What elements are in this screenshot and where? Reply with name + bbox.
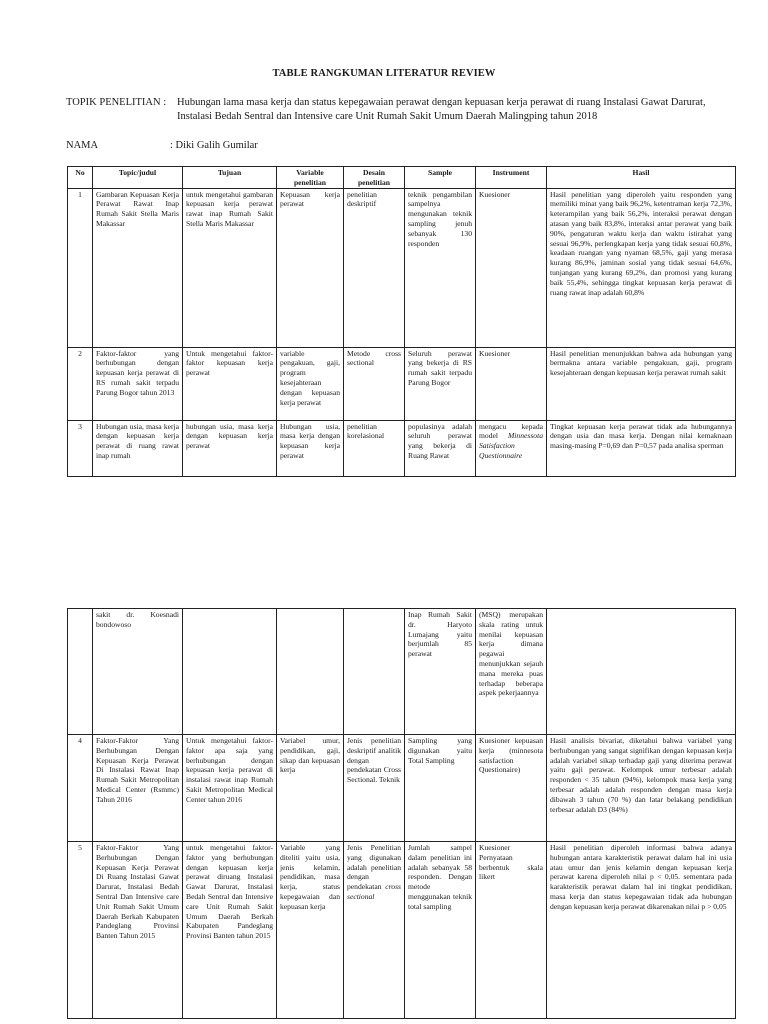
- topik-text: Hubungan lama masa kerja dan status kepegawaian perawat dengan kepuasan kerja perawat di ruang Instalasi Gawat Darurat, Instalasi Bedah Sentral dan Intensive care Unit Rumah Sakit Umum Daerah Malingping tahun 2018: [177, 97, 706, 122]
- row-variable: Variabel umur, pendidikan, gaji, sikap dan kepuasan kerja: [277, 735, 344, 842]
- header-hasil: Hasil: [547, 167, 736, 189]
- header-no: No: [68, 167, 93, 189]
- row-desain: penelitian deskriptif: [344, 188, 405, 347]
- row-topik: sakit dr. Koesnadi bondowoso: [93, 609, 183, 735]
- literature-table-page-1: [67, 166, 736, 477]
- row-no: [68, 609, 93, 735]
- table-row: [68, 420, 736, 476]
- table-row: [68, 842, 736, 1019]
- header-variable: Variable penelitian: [277, 167, 344, 189]
- desain-italic: cross sectional: [347, 882, 401, 901]
- row-no: 2: [68, 347, 93, 420]
- row-sample: Jumlah sampel dalam penelitian ini adalah sebanyak 58 responden. Dengan metode menggunakan teknik total sampling: [405, 842, 476, 1019]
- row-sample: teknik pengambilan sampelnya mengunakan teknik sampling jenuh sebanyak 130 responden: [405, 188, 476, 347]
- row-tujuan: untuk mengetahui faktor-faktor yang berhubungan dengan kepuasan kerja perawat diruang Instalasi Gawat Darurat, Instalasi Bedah Sentral dan Intensive care Unit Rumah Sakit Umum Daerah Berkah Kabupaten Pandeglang Provinsi Banten tahun 2015: [183, 842, 277, 1019]
- table-row: [68, 188, 736, 347]
- row-hasil: Hasil penelitian diperoleh informasi bahwa adanya hubungan antara karakteristik perawat dalam hal ini usia atau umur dan jenis kelamin dengan kepuasan kerja perawat karena diperoleh nilai p < 0,05. sementara pada karakteristik perawat dalam hal ini tingkat pendidikan, masa kerja dan status kepegawaian tidak ada hubungan dengan kepuasan kerja perawat dikarenakan nilai p > 0,05: [547, 842, 736, 1019]
- row-variable: Hubungan usia, masa kerja dengan kepuasan kerja perawat: [277, 420, 344, 476]
- row-sample: Sampling yang digunakan yaitu Total Sampling: [405, 735, 476, 842]
- header-topik: Topic/judul: [93, 167, 183, 189]
- row-topik: Faktor-Faktor Yang Berhubungan Dengan Kepuasan Kerja Perawat Di Ruang Instalasi Gawat Darurat, Instalasi Bedah Sentral Dan Intensive care Unit Rumah Sakit Umum Daerah Berkah Kabupaten Pandeglang Provinsi Banten Tahun 2015: [93, 842, 183, 1019]
- row-variable: [277, 609, 344, 735]
- row-sample: Seluruh perawat yang bekerja di RS rumah sakit terpadu Parung Bogor: [405, 347, 476, 420]
- row-hasil: Hasil penelitian yang diperoleh yaitu responden yang memiliki minat yang baik 96,2%, ketentraman kerja 72,3%, keterampilan yang baik 56,2%, interaksi perawat dengan atasan yang baik 83,8%, interaksi antar perawat yang baik 90%, pengaturan waktu kerja dan waktu istirahat yang sesuai 96,9%, perlengkapan kerja yang tidak sesuai 60,8%, keadaan ruangan yang nyaman 68,5%, gaji yang merasa kurang 86,9%, jaminan sosial yang tidak sesuai 64,6%, tunjangan yang kurang 69,2%, dan promosi yang kurang baik 55,4%, sehingga tingkat kepuasan kerja perawat di ruang rawat inap adalah 60,8%: [547, 188, 736, 347]
- row-tujuan: untuk mengetahui gambaran kepuasan kerja perawat rawat inap Rumah Sakit Stella Maris Makassar: [183, 188, 277, 347]
- table-row: [68, 609, 736, 735]
- row-instrument: [476, 420, 547, 476]
- header-sample: Sample: [405, 167, 476, 189]
- row-topik: Faktor-Faktor Yang Berhubungan Dengan Kepuasan Kerja Perawat Di Instalasi Rawat Inap Rumah Sakit Metropolitan Medical Center (Rsmmc) Tahun 2016: [93, 735, 183, 842]
- row-topik: Gambaran Kepuasan Kerja Perawat Rawat Inap Rumah Sakit Stella Maris Makassar: [93, 188, 183, 347]
- row-tujuan: Untuk mengetahui faktor-faktor apa saja yang berhubungan dengan kepuasan kerja perawat di instalasi rawat inap Rumah Sakit Metropolitan Medical Center tahun 2016: [183, 735, 277, 842]
- header-tujuan: Tujuan: [183, 167, 277, 189]
- row-tujuan: [183, 609, 277, 735]
- row-topik: Hubungan usia, masa kerja dengan kepuasan kerja perawat di ruang rawat inap rumah: [93, 420, 183, 476]
- row-sample: populasinya adalah seluruh perawat yang bekerja di Ruang Rawat: [405, 420, 476, 476]
- row-no: 4: [68, 735, 93, 842]
- row-sample: Inap Rumah Sakit dr. Haryoto Lumajang yaitu berjumlah 85 perawat: [405, 609, 476, 735]
- row-desain: penelitian korelasional: [344, 420, 405, 476]
- header-desain: Desain penelitian: [344, 167, 405, 189]
- literature-table-page-2: [67, 608, 736, 1019]
- row-topik: Faktor-faktor yang berhubungan dengan kepuasan kerja perawat di RS rumah sakit terpadu Parung Bogor tahun 2013: [93, 347, 183, 420]
- row-instrument: Kuesioner kepuasan kerja (minnesota satisfaction Questionaire): [476, 735, 547, 842]
- row-instrument: Kuesioner: [476, 347, 547, 420]
- desain-plain: Jenis Penelitian yang digunakan adalah penelitian dengan pendekatan: [347, 843, 401, 892]
- row-desain: [344, 609, 405, 735]
- row-tujuan: Untuk mengetahui faktor-faktor kepuasan kerja perawat: [183, 347, 277, 420]
- row-hasil: [547, 609, 736, 735]
- row-instrument: Kuesioner: [476, 188, 547, 347]
- document-title: TABLE RANGKUMAN LITERATUR REVIEW: [272, 68, 496, 79]
- table-header-row: [68, 167, 736, 189]
- row-no: 3: [68, 420, 93, 476]
- header-instrument: Instrument: [476, 167, 547, 189]
- nama-label: NAMA: [66, 140, 99, 151]
- instrument-italic: Minnessota Satisfaction Questionnaire: [479, 431, 543, 460]
- row-instrument: Kuesioner Pernyataan berbentuk skala likert: [476, 842, 547, 1019]
- row-no: 1: [68, 188, 93, 347]
- row-desain: [344, 842, 405, 1019]
- row-variable: variable pengakuan, gaji, program kesejahteraan dengan kepuasan kerja perawat: [277, 347, 344, 420]
- row-hasil: Hasil penelitian menunjukkan bahwa ada hubungan yang bermakna antara variable pengakuan, gaji, program kesejahteraan dengan kepuasan kerja perawat rumah sakit: [547, 347, 736, 420]
- instrument-plain: mengacu kepada model: [479, 421, 543, 441]
- row-tujuan: hubungan usia, masa kerja dengan kepuasan kerja perawat: [183, 420, 277, 476]
- row-desain: Metode cross sectional: [344, 347, 405, 420]
- row-instrument: (MSQ) merupakan skala rating untuk menilai kepuasan kerja dimana pegawai menunjukkan sejauh mana mereka puas terhadap beberapa aspek pekerjaannya: [476, 609, 547, 735]
- table-row: [68, 347, 736, 420]
- row-variable: Variable yang diteliti yaitu usia, jenis kelamin, pendidikan, masa kerja, status kepegawaian dan kepuasan kerja: [277, 842, 344, 1019]
- table-row: [68, 735, 736, 842]
- topik-label: TOPIK PENELITIAN :: [66, 97, 167, 108]
- row-hasil: Hasil analisis bivariat, diketahui bahwa variabel yang berhubungan yang sangat signifikan dengan kepuasan kerja adalah variabel sikap terhadap gaji yang diterima perawat yaitu gaji perawat. Kelompok umur terbesar adalah responden < 35 tahun (94%), kelompok masa kerja yang terbesar adalah adalah responden dengan masa kerja dibawah 3 tahun (70 %) dan latar belakang pendidikan terbesar adalah D3 (84%): [547, 735, 736, 842]
- row-variable: Kepuasan kerja perawat: [277, 188, 344, 347]
- row-desain: Jenis penelitian deskriptif analitik dengan pendekatan Cross Sectional. Teknik: [344, 735, 405, 842]
- nama-text: : Diki Galih Gumilar: [170, 140, 258, 151]
- row-hasil: Tingkat kepuasan kerja perawat tidak ada hubungannya dengan usia dan masa kerja. Dengan nilai kemaknaan masing-masing P=0,69 dan P=0,57 pada analisa sperman: [547, 420, 736, 476]
- row-no: 5: [68, 842, 93, 1019]
